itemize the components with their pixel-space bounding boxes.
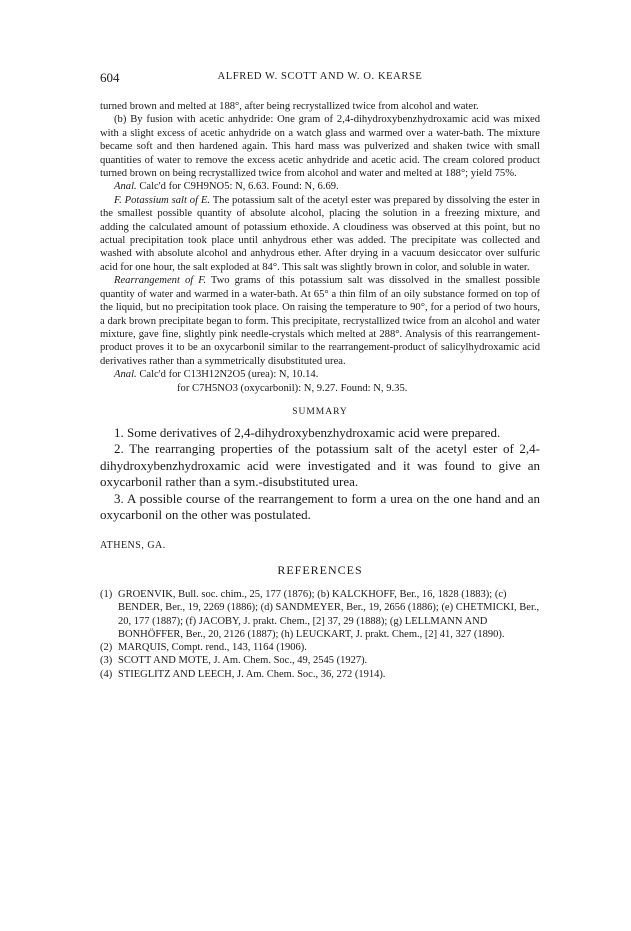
analysis-line	[100, 368, 540, 381]
summary-item: 2. The rearranging properties of the potassium salt of the acetyl ester of 2,4-dihydroxybenzhydroxamic acid were investigated and it was found to give an oxycarbonil rather than a sym.-disubstituted urea.	[100, 441, 540, 490]
summary-heading: SUMMARY	[292, 406, 348, 417]
summary-item: 3. A possible course of the rearrangement to form a urea on the one hand and an oxycarbonil on the other was postulated.	[100, 490, 540, 523]
experimental-section	[100, 100, 540, 395]
running-head-authors: ALFRED W. SCOTT AND W. O. KEARSE	[217, 71, 423, 82]
reference-text: STIEGLITZ AND LEECH, J. Am. Chem. Soc., 36, 272 (1914).	[118, 668, 386, 680]
paragraph-label: F. Potassium salt of E.	[114, 194, 211, 206]
paragraph	[100, 274, 540, 368]
references-heading: REFERENCES	[277, 562, 363, 577]
reference-text: GROENVIK, Bull. soc. chim., 25, 177 (1876); (b) KALCKHOFF, Ber., 16, 1828 (1883); (c) BENDER, Ber., 19, 2269 (1886); (d) SANDMEYER, Ber., 19, 2656 (1886); (e) CHETMICKI, Ber., 20, 177 (1887); (f) JACOBY, J. prakt. Chem., [2] 37, 29 (1888); (g) LELLMANN AND BONHÖFFER, Ber., 20, 2126 (1887); (h) LEUCKART, J. prakt. Chem., [2] 41, 327 (1890).	[118, 588, 540, 640]
reference-number: (2)	[100, 642, 113, 654]
paragraph: (b) By fusion with acetic anhydride: One gram of 2,4-dihydroxybenzhydroxamic acid was mixed with a slight excess of acetic anhydride on a watch glass and warmed over a water-bath. The mixture became soft and then hardened again. This hard mass was pulverized and shaken twice with small quantities of water to remove the excess acetic anhydride and acetic acid. The cream colored product turned brown on being recrystallized twice from alcohol and water and melted at 188°; yield 75%.	[100, 114, 540, 180]
paragraph-text: Two grams of this potassium salt was dissolved in the smallest possible quantity of water and warmed in a water-bath. At 65° a thin film of an oily substance formed on top of the liquid, but no precipitation took place. On raising the temperature to 90°, for a period of two hours, a dark brown precipitate began to form. This precipitate, recrystallized twice from an alcohol and water mixture, gave fine, slightly pink needle-crystals which melted at 288°. Analysis of this rearrangement-product proves it to be an oxycarbonil similar to the rearrangement-product of salicylhydroxamic acid derivatives rather than a symmetrically disubstituted urea.	[100, 275, 540, 367]
paragraph: turned brown and melted at 188°, after being recrystallized twice from alcohol and water.	[100, 101, 479, 112]
analysis-label: Anal.	[114, 181, 137, 193]
reference-item	[100, 588, 540, 641]
reference-text: MARQUIS, Compt. rend., 143, 1164 (1906).	[118, 642, 307, 654]
analysis-text: Calc'd for C9H9NO5: N, 6.63. Found: N, 6.69.	[139, 181, 339, 193]
reference-number: (4)	[100, 668, 113, 680]
summary-item: 1. Some derivatives of 2,4-dihydroxybenzhydroxamic acid were prepared.	[114, 424, 501, 440]
summary-list	[100, 425, 540, 524]
affiliation-place: ATHENS, GA.	[100, 539, 166, 551]
reference-text: SCOTT AND MOTE, J. Am. Chem. Soc., 49, 2545 (1927).	[118, 655, 368, 667]
analysis-label: Anal.	[114, 369, 137, 381]
paragraph-text: The potassium salt of the acetyl ester was prepared by dissolving the ester in the smallest possible quantity of absolute alcohol, placing the solution in a freezing mixture, and adding the calculated amount of potassium ethoxide. A cloudiness was observed at this point, but no actual precipitation took place until anhydrous ether was added. The precipitate was collected and washed with absolute alcohol and anhydrous ether. After drying in a vacuum desiccator over sulfuric acid for one hour, the salt exploded at 84°. This salt was slightly brown in color, and soluble in water.	[100, 194, 540, 273]
analysis-text: Calc'd for C13H12N2O5 (urea): N, 10.14.	[139, 369, 319, 381]
reference-item	[100, 654, 540, 667]
analysis-line: for C7H5NO3 (oxycarbonil): N, 9.27. Found: N, 9.35.	[177, 382, 408, 394]
analysis-line	[100, 180, 540, 193]
page-number: 604	[100, 70, 120, 85]
running-head	[100, 70, 540, 88]
reference-item	[100, 668, 540, 681]
paragraph-label: Rearrangement of F.	[114, 275, 207, 287]
page	[100, 70, 540, 681]
reference-number: (1)	[100, 588, 113, 600]
reference-item	[100, 641, 540, 654]
reference-number: (3)	[100, 655, 113, 667]
paragraph	[100, 194, 540, 274]
references-list	[100, 588, 540, 681]
